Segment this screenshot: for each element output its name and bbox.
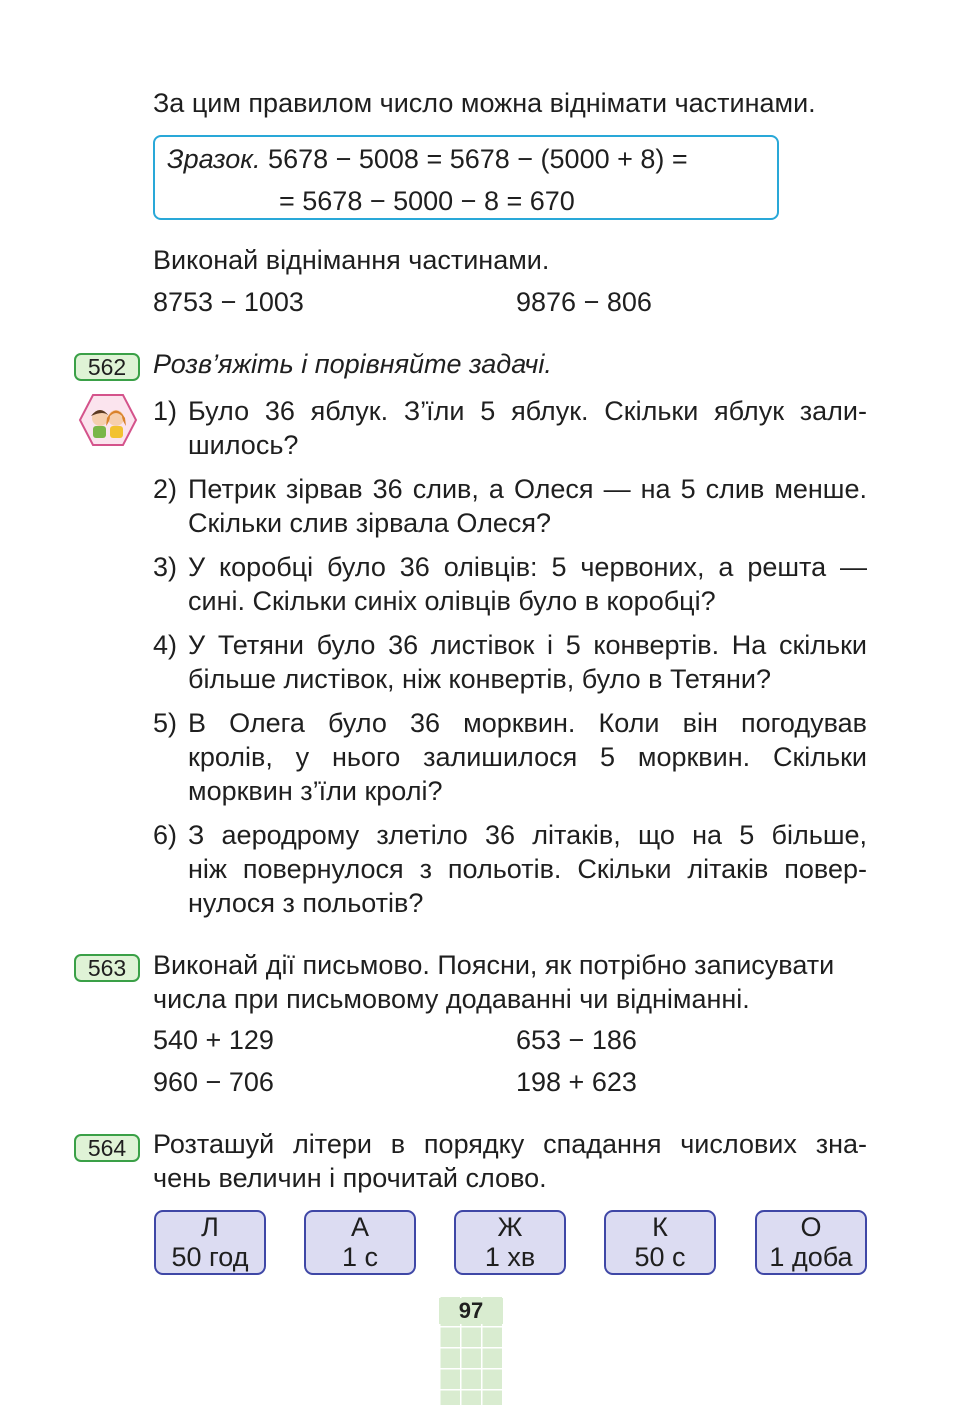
card-letter: Л xyxy=(201,1212,219,1242)
task-562-title: Розв’яжіть і порівняйте задачі. xyxy=(153,349,552,379)
task-562-item-1-line-2: шилось? xyxy=(188,430,299,460)
task-562-item-5-number: 5) xyxy=(153,708,178,738)
task-number-badge-562: 562 xyxy=(74,353,140,381)
card-value: 50 с xyxy=(634,1242,686,1272)
letter-card-l xyxy=(154,1210,266,1275)
task-562-item-6 xyxy=(188,818,867,920)
task-562-item-2-line-2: Скільки слив зірвала Олеся? xyxy=(188,508,552,538)
task-562-item-2-number: 2) xyxy=(153,474,178,504)
task-562-item-5-line-1: В Олега було 36 морквин. Коли він погодував xyxy=(188,708,867,738)
task-562-item-6-line-1: З аеродрому злетіло 36 літаків, що на 5 більше, xyxy=(188,820,867,850)
letter-card-k xyxy=(604,1210,716,1275)
intro-text: За цим правилом число можна віднімати частинами. xyxy=(153,88,816,118)
task-562-item-6-line-2: ніж повернулося з польотів. Скільки літаків повер- xyxy=(188,854,867,884)
sample-label: Зразок. xyxy=(167,144,261,174)
card-letter: Ж xyxy=(497,1212,523,1242)
task-562-item-6-line-3: нулося з польотів? xyxy=(188,888,424,918)
sample-line-1 xyxy=(167,142,688,176)
task-562-item-4-line-1: У Тетяни було 36 листівок і 5 конвертів. На скільки xyxy=(188,630,867,660)
task-562-item-5-line-3: морквин з’їли кролі? xyxy=(188,776,443,806)
card-letter: К xyxy=(652,1212,668,1242)
task-562-item-3-number: 3) xyxy=(153,552,178,582)
letter-card-a xyxy=(304,1210,416,1275)
letter-card-zh xyxy=(454,1210,566,1275)
card-value: 50 год xyxy=(171,1242,249,1272)
task-562-item-1-line-1: Було 36 яблук. З’їли 5 яблук. Скільки яблук зали- xyxy=(188,396,867,426)
task-563-expr-1: 540 + 129 xyxy=(153,1025,274,1055)
task-562-item-1-number: 1) xyxy=(153,396,178,426)
task-562-item-5-line-2: кролів, у нього залишилося 5 морквин. Скільки xyxy=(188,742,867,772)
task-564-line-2: чень величин і прочитай слово. xyxy=(153,1163,547,1193)
task-562-item-3-line-1: У коробці було 36 олівців: 5 червоних, а решта — xyxy=(188,552,867,582)
task-563-text xyxy=(153,948,867,1016)
task-562-item-4 xyxy=(188,628,867,696)
children-pair-icon xyxy=(78,393,138,447)
task-number-badge-563: 563 xyxy=(74,954,140,982)
exercise-prompt: Виконай віднімання частинами. xyxy=(153,245,550,275)
task-563-line-2: числа при письмовому додаванні чи відніманні. xyxy=(153,984,750,1014)
task-562-item-3 xyxy=(188,550,867,618)
task-562-item-2-line-1: Петрик зірвав 36 слив, а Олеся — на 5 слив менше. xyxy=(188,474,867,504)
page-number: 97 xyxy=(439,1298,503,1324)
task-562-item-5 xyxy=(188,706,867,808)
task-564-text xyxy=(153,1127,867,1195)
task-563-line-1: Виконай дії письмово. Поясни, як потрібно записувати xyxy=(153,950,835,980)
card-letter: А xyxy=(350,1212,369,1242)
task-number-badge-564: 564 xyxy=(74,1134,140,1162)
task-563-expr-2: 653 − 186 xyxy=(516,1025,637,1055)
exercise-left: 8753 − 1003 xyxy=(153,287,304,317)
task-562-item-3-line-2: сині. Скільки синіх олівців було в коробці? xyxy=(188,586,716,616)
card-value: 1 доба xyxy=(769,1242,853,1272)
sample-expression-2: = 5678 − 5000 − 8 = 670 xyxy=(279,186,575,216)
task-562-item-4-number: 4) xyxy=(153,630,178,660)
card-letter: О xyxy=(800,1212,822,1242)
exercise-right: 9876 − 806 xyxy=(516,287,652,317)
task-562-item-1 xyxy=(188,394,867,462)
task-562-item-6-number: 6) xyxy=(153,820,178,850)
task-563-expr-4: 198 + 623 xyxy=(516,1067,637,1097)
card-value: 1 хв xyxy=(484,1242,536,1272)
sample-expression-1: 5678 − 5008 = 5678 − (5000 + 8) = xyxy=(268,144,688,174)
card-value: 1 с xyxy=(341,1242,379,1272)
task-562-item-2 xyxy=(188,472,867,540)
task-563-expr-3: 960 − 706 xyxy=(153,1067,274,1097)
task-562-item-4-line-2: більше листівок, ніж конвертів, було в Тетяни? xyxy=(188,664,772,694)
letter-card-o xyxy=(755,1210,867,1275)
task-564-line-1: Розташуй літери в порядку спадання числових зна- xyxy=(153,1129,867,1159)
